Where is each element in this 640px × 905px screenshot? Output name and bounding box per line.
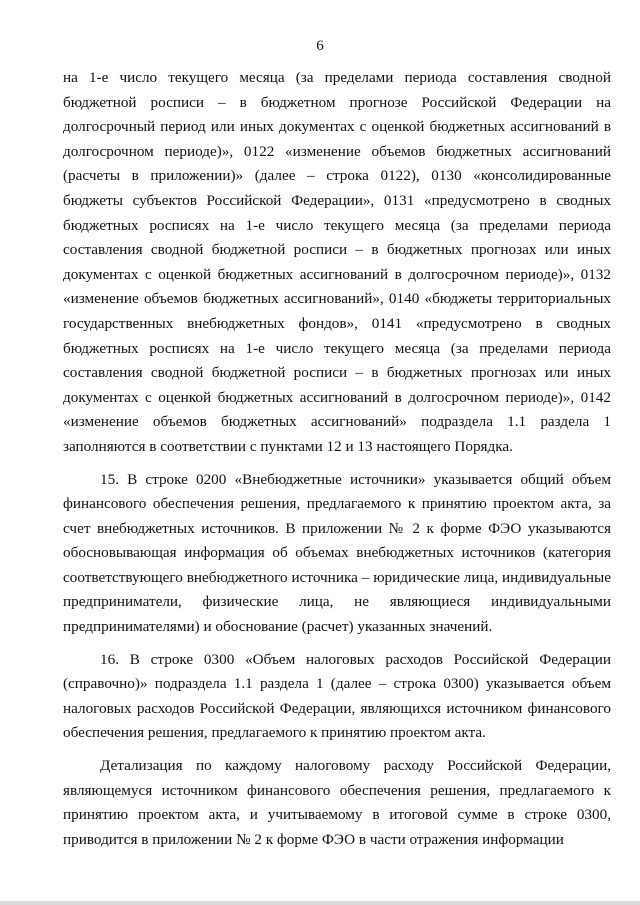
paragraph-item-16: 16. В строке 0300 «Объем налоговых расходов Российской Федерации (справочно)» подраздела 1.1 раздела 1 (далее – строка 0300) указывается объем налоговых расходов Российской Федерации, являющихся источником финансового обеспечения решения, предлагаемого к принятию проектом акта. — [63, 650, 611, 742]
page-bottom-edge — [0, 901, 640, 905]
paragraph-continuation: на 1-е число текущего месяца (за пределами периода составления сводной бюджетной росписи – в бюджетном прогнозе Российской Федерации на долгосрочный период или иных документах с оценкой бюджетных ассигнований в долгосрочном периоде)», 0122 «изменение объемов бюджетных ассигнований (расчеты в приложении)» (далее – строка 0122), 0130 «консолидированные бюджеты субъектов Российской Федерации», 0131 «предусмотрено в сводных бюджетных росписях на 1-е число текущего месяца (за пределами периода составления сводной бюджетной росписи – в бюджетных прогнозах или иных документах с оценкой бюджетных ассигнований в долгосрочном периоде)», 0132 «изменение объемов бюджетных ассигнований», 0140 «бюджеты территориальных государственных внебюджетных фондов», 0141 «предусмотрено в сводных бюджетных росписях на 1-е число текущего месяца (за пределами периода составления сводной бюджетной росписи – в бюджетных прогнозах или иных документах с оценкой бюджетных ассигнований в долгосрочном периоде)», 0142 «изменение объемов бюджетных ассигнований» подраздела 1.1 раздела 1 заполняются в соответствии с пунктами 12 и 13 настоящего Порядка. — [63, 69, 611, 455]
paragraph-gap — [63, 460, 611, 468]
paragraph-detail: Детализация по каждому налоговому расходу Российской Федерации, являющемуся источником финансового обеспечения решения, предлагаемого к принятию проектом акта, и учитываемому в итоговой сумме в строке 0300, приводится в приложении № 2 к форме ФЭО в части отражения информации — [63, 757, 611, 848]
paragraph-gap — [63, 640, 611, 648]
paragraph-item-15: 15. В строке 0200 «Внебюджетные источники» указывается общий объем финансового обеспечения решения, предлагаемого к принятию проектом акта, за счет внебюджетных источников. В приложении № 2 к форме ФЭО указываются обосновывающая информация об объемах внебюджетных источников (категория соответствующего внебюджетного источника – юридические лица, индивидуальные предприниматели, физические лица, не являющиеся индивидуальными предпринимателями) и обоснование (расчет) указанных значений. — [63, 470, 611, 636]
page-number: 6 — [316, 38, 324, 54]
document-body — [63, 66, 611, 852]
paragraph-gap — [63, 746, 611, 754]
